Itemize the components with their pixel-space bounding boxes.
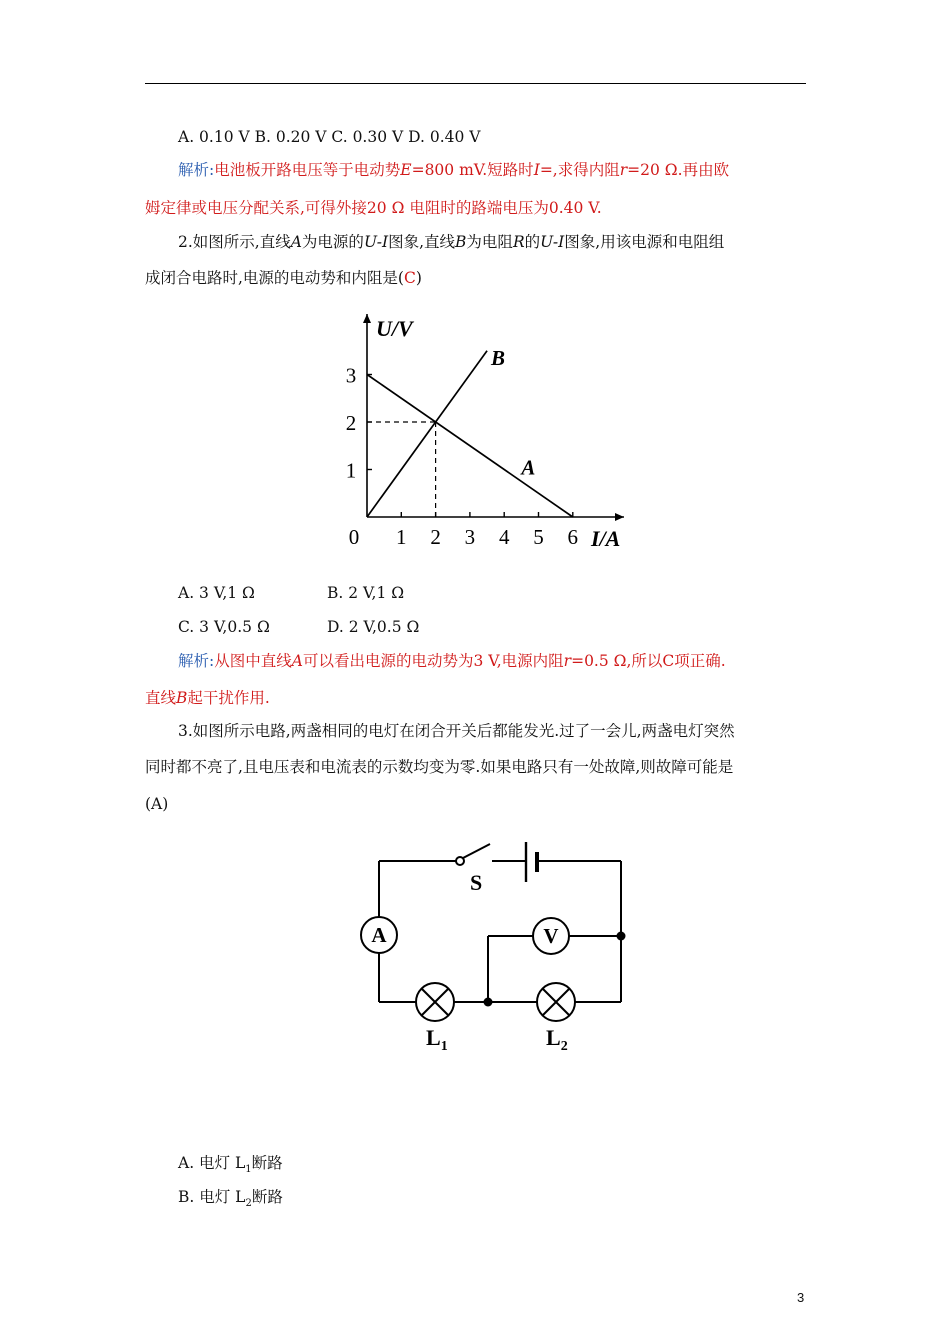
q3-stem-line1: 3.如图所示电路,两盏相同的电灯在闭合开关后都能发光.过了一会儿,两盏电灯突然 xyxy=(178,722,735,740)
q1-options: A. 0.10 V B. 0.20 V C. 0.30 V D. 0.40 V xyxy=(178,128,481,146)
q2-option-b: B. 2 V,1 Ω xyxy=(327,584,405,602)
y-tick-label: 2 xyxy=(345,411,357,435)
page-number: 3 xyxy=(797,1290,805,1305)
u-i-chart xyxy=(334,306,636,552)
header-rule xyxy=(145,83,806,84)
switch-blade xyxy=(463,844,490,858)
series-label-a: A xyxy=(521,455,536,480)
y-tick-label: 1 xyxy=(345,458,357,483)
circuit-diagram xyxy=(350,830,640,1060)
series-label-b: B xyxy=(491,345,506,370)
jiexi-label: 解析: xyxy=(178,161,215,179)
q2-option-c: C. 3 V,0.5 Ω xyxy=(178,618,270,636)
q1-explanation-line1: 解析:电池板开路电压等于电动势E=800 mV.短路时I=,求得内阻r=20 Ω.再由欧 xyxy=(178,161,730,179)
lamp-l2-label: $L_2$ xyxy=(546,1025,568,1054)
q2-explanation-line1: 解析:从图中直线A可以看出电源的电动势为3 V,电源内阻r=0.5 Ω,所以C项正确. xyxy=(178,652,726,670)
q2-stem-line1: 2.如图所示,直线A为电源的U-I图象,直线B为电阻R的U-I图象,用该电源和电阻组 xyxy=(178,233,725,251)
q1-explanation-line2: 姆定律或电压分配关系,可得外接20 Ω 电阻时的路端电压为0.40 V. xyxy=(145,199,602,217)
q2-stem-line2: 成闭合电路时,电源的电动势和内阻是(C) xyxy=(145,269,422,287)
q2-explanation-line2: 直线B起干扰作用. xyxy=(145,689,270,707)
switch-label: S xyxy=(470,870,483,895)
q3-stem-line2: 同时都不亮了,且电压表和电流表的示数均变为零.如果电路只有一处故障,则故障可能是 xyxy=(145,758,734,776)
jiexi-label: 解析: xyxy=(178,652,215,670)
y-tick-label: 3 xyxy=(345,363,357,388)
series-line-a xyxy=(367,375,573,518)
q3-option-a: A. 电灯 $L_1$断路 xyxy=(178,1154,283,1176)
q2-option-d: D. 2 V,0.5 Ω xyxy=(327,618,420,636)
y-axis-label: U/V xyxy=(376,316,413,341)
q3-stem-line3: (A) xyxy=(145,795,169,813)
q3-option-b: B. 电灯 $L_2$断路 xyxy=(178,1188,283,1210)
x-tick-label: 0 xyxy=(348,525,360,549)
q2-option-a: A. 3 V,1 Ω xyxy=(178,584,255,602)
x-axis-label: I/A xyxy=(591,526,621,551)
ammeter-label: A xyxy=(371,923,387,947)
voltmeter-label: V xyxy=(543,924,559,948)
series-line-b xyxy=(367,351,487,517)
q2-answer: C xyxy=(403,269,416,287)
x-tick-label: 2 xyxy=(430,525,441,549)
x-tick-label: 5 xyxy=(533,525,544,549)
x-tick-label: 6 xyxy=(567,525,579,549)
switch-pivot xyxy=(456,857,464,865)
x-tick-label: 4 xyxy=(498,525,510,549)
junction-dot-right xyxy=(617,932,626,941)
lamp-l1-label: $L_1$ xyxy=(426,1025,448,1054)
x-tick-label: 1 xyxy=(396,525,407,549)
x-tick-label: 3 xyxy=(464,525,476,549)
junction-dot-mid xyxy=(484,998,493,1007)
